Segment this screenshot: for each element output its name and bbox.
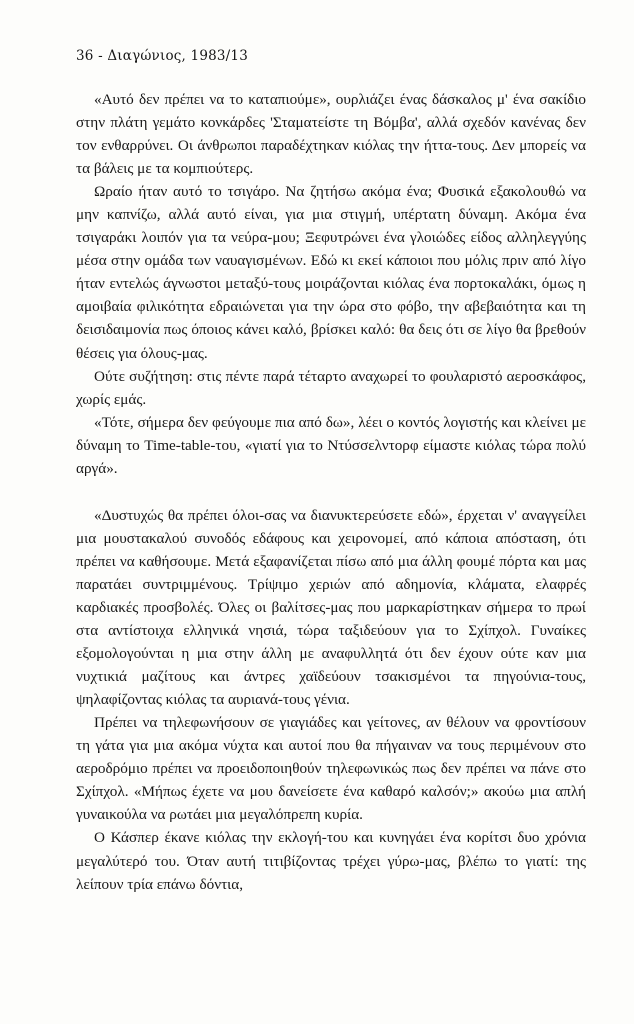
paragraph: «Δυστυχώς θα πρέπει όλοι-σας να διανυκτερεύσετε εδώ», έρχεται ν' αναγγείλει μια μουστακαλού συνοδός εδάφους και χειρονομεί, από κάποια απόσταση, ότι πρέπει να καθήσουμε. Μετά εξαφανίζεται πίσω από μια άλλη φουμέ πόρτα και μας παρατάει συντριμμένους. Τρίψιμο χεριών από αδημονία, κλάματα, ελαφρές καρδιακές προσβολές. Όλες οι βαλίτσες-μας που μαρκαρίστηκαν σήμερα το πρωί στα αντίστοιχα ελληνικά νησιά, τώρα ταξιδεύουν για το Σχίπχολ. Γυναίκες εξομολογούνται η μια στην άλλη με αναφυλλητά ότι δεν έχουν ούτε καν μια νυχτικιά μαζίτους και άντρες χαϊδεύουν τσακισμένοι τα πηγούνια-τους, ψηλαφίζοντας κιόλας τα αυριανά-τους γένια. [76,506,586,709]
paragraph: Ούτε συζήτηση: στις πέντε παρά τέταρτο αναχωρεί το φουλαριστό αεροσκάφος, χωρίς εμάς. [76,367,586,408]
paragraph: Ο Κάσπερ έκανε κιόλας την εκλογή-του και κυνηγάει ένα κορίτσι δυο χρόνια μεγαλύτερό του. Όταν αυτή τιτιβίζοντας τρέχει γύρω-μας, βλέπω το γιατί: της λείπουν τρία επάνω δόντια, [76,829,586,893]
paragraph: Ωραίο ήταν αυτό το τσιγάρο. Να ζητήσω ακόμα ένα; Φυσικά εξακολουθώ να μην καπνίζω, αλλά αυτό είναι, για μια στιγμή, υπέρτατη δύναμη. Ακόμα ένα τσιγαράκι λοιπόν για τα νεύρα-μου; Ξεφυτρώνει ένα γλοιώδες είδος αλληλεγγύης μέσα στην ομάδα των ναυαγισμένων. Εδώ κι εκεί κάποιοι που μόλις πριν από λίγο ήταν εντελώς άγνωστοι μεταξύ-τους μοιράζονται κιόλας ένα πορτοκαλάκι, όμως η αμοιβαία φιλικότητα εδραιώνεται για την ώρα στο φόβο, την αβεβαιότητα και τη δεισιδαιμονία πως όποιος κάνει καλό, βρίσκει καλό: θα δεις ότι σε λίγο θα βρεθούν θέσεις για όλους-μας. [76,183,586,362]
paragraph: «Αυτό δεν πρέπει να το καταπιούμε», ουρλιάζει ένας δάσκαλος μ' ένα σακίδιο στην πλάτη γεμάτο κονκάρδες 'Σταματείστε τη Βόμβα', αλλά σχεδόν κανένας δεν τον ενθαρρύνει. Οι άνθρωποι παραδέχτηκαν κιόλας την ήττα-τους. Δεν μπορείς να τα βάλεις με τα κομπιούτερς. [76,91,586,178]
body-text [76,88,586,896]
paragraph: Πρέπει να τηλεφωνήσουν σε γιαγιάδες και γείτονες, αν θέλουν να φροντίσουν τη γάτα για μια ακόμα νύχτα και αυτοί που θα πήγαιναν να τους περιμένουν στο αεροδρόμιο πρέπει να προειδοποιηθούν τηλεφωνικώς πως δεν πρέπει να πάνε στο Σχίπχολ. «Μήπως έχετε να μου δανείσετε ένα καθαρό καλσόν;» ακούω μια απλή γυναικούλα να ρωτάει μια μεγαλόπρεπη κυρία. [76,714,586,824]
paragraph: «Τότε, σήμερα δεν φεύγουμε πια από δω», λέει ο κοντός λογιστής και κλείνει με δύναμη το Time-table-του, «γιατί για το Ντύσσελντορφ είμαστε κιόλας τώρα πολύ αργά». [76,413,586,477]
running-head: 36 - Διαγώνιος, 1983/13 [76,48,249,64]
